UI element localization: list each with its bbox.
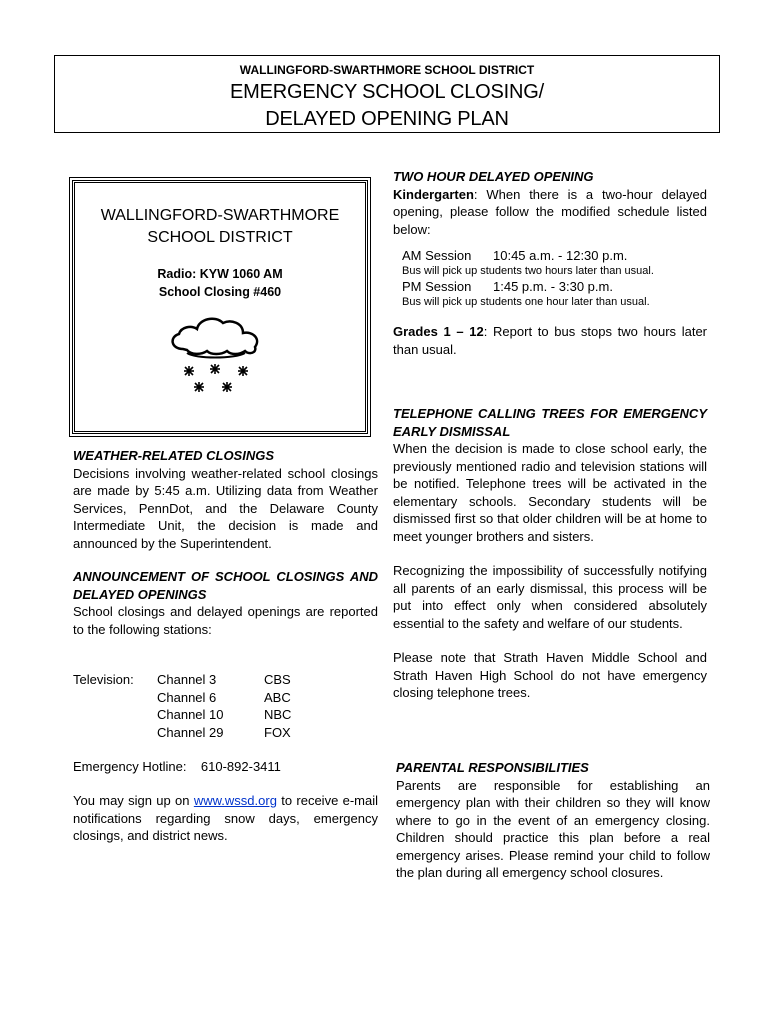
box-district-name	[75, 205, 365, 249]
network: ABC	[264, 689, 291, 705]
trees-section	[393, 405, 707, 702]
grades-text: : Report to bus stops two hours later than usual.	[393, 324, 708, 357]
grades-label: Grades 1 – 12	[393, 324, 484, 339]
network: CBS	[264, 672, 291, 687]
page-title-line2: DELAYED OPENING PLAN	[265, 108, 509, 130]
delayed-section	[393, 168, 707, 358]
signup-text-end: to receive e-mail notifications regarding snow days, emergency closings, and district news.	[73, 793, 379, 843]
page-title-line1: EMERGENCY SCHOOL CLOSING/	[230, 81, 544, 103]
snow-cloud-icon	[165, 313, 275, 397]
signup-paragraph	[73, 792, 378, 845]
weather-body: Decisions involving weather-related school closings are made by 5:45 a.m. Utilizing data from Weather Services, PennDot, and the Delaware County Intermediate Unit, the decision is made and announced by the Superintendent.	[73, 465, 378, 551]
kindergarten-text: : When there is a two-hour delayed opening, please follow the modified schedule listed below:	[393, 186, 707, 237]
am-bus-note: Bus will pick up students two hours later than usual.	[402, 265, 654, 277]
am-session-time: 10:45 a.m. - 12:30 p.m.	[493, 248, 628, 263]
box-name-line2: SCHOOL DISTRICT	[147, 229, 293, 246]
district-info-box	[72, 180, 368, 434]
closing-number: School Closing #460	[158, 285, 282, 299]
title-box	[54, 55, 720, 133]
network: FOX	[264, 724, 291, 740]
tv-stations	[73, 671, 378, 741]
hotline-label: Emergency Hotline:	[73, 759, 187, 774]
parental-body: Parents are responsible for establishing an emergency plan with their children so they will know where to go in the event of an emergency closing. Children should practice this plan before a real emergency arises. Please remind your child to follow the plan during all emergency school closures.	[396, 777, 710, 880]
announcement-body: School closings and delayed openings are reported to the following stations:	[73, 604, 378, 637]
parental-heading: PARENTAL RESPONSIBILITIES	[396, 760, 589, 775]
announcement-section	[73, 568, 378, 638]
weather-section	[73, 447, 378, 552]
network: NBC	[264, 707, 292, 722]
hotline	[73, 758, 378, 776]
box-radio-info	[75, 265, 365, 301]
wssd-link[interactable]: www.wssd.org	[193, 793, 277, 808]
box-name-line1: WALLINGFORD-SWARTHMORE	[100, 207, 340, 224]
channel: Channel 6	[157, 689, 217, 705]
channel: Channel 29	[157, 724, 224, 740]
channel: Channel 10	[157, 707, 224, 722]
announcement-heading: ANNOUNCEMENT OF SCHOOL CLOSINGS AND DELAYED OPENINGS	[73, 569, 378, 602]
trees-p3: Please note that Strath Haven Middle School and Strath Haven High School do not have emergency closing telephone trees.	[393, 650, 707, 700]
kindergarten-label: Kindergarten	[393, 186, 474, 202]
weather-heading: WEATHER-RELATED CLOSINGS	[73, 448, 275, 463]
parental-section	[396, 759, 710, 882]
trees-p2: Recognizing the impossibility of successfully notifying all parents of an early dismissal, this process will be put into effect only when considered absolutely essential to the safety and welfare of our students.	[393, 563, 707, 631]
pm-bus-note: Bus will pick up students one hour later than usual.	[402, 296, 650, 308]
pm-session-time: 1:45 p.m. - 3:30 p.m.	[493, 279, 613, 294]
delayed-heading: TWO HOUR DELAYED OPENING	[393, 169, 594, 184]
pm-session-label: PM Session	[402, 279, 472, 294]
trees-heading: TELEPHONE CALLING TREES FOR EMERGENCY EARLY DISMISSAL	[393, 406, 707, 439]
district-name: WALLINGFORD-SWARTHMORE SCHOOL DISTRICT	[239, 63, 535, 77]
tv-label: Television:	[73, 672, 134, 687]
hotline-number: 610-892-3411	[200, 759, 281, 774]
signup-text: You may sign up on	[73, 793, 194, 808]
am-session-label: AM Session	[402, 248, 472, 263]
trees-p1: When the decision is made to close school early, the previously mentioned radio and television stations will be notified. Telephone trees will be activated in the elementary schools. Secondary students will be dismissed first so that older children will be at home to meet younger brothers and sisters.	[393, 441, 707, 544]
radio-station: Radio: KYW 1060 AM	[157, 267, 283, 281]
channel: Channel 3	[157, 672, 217, 687]
